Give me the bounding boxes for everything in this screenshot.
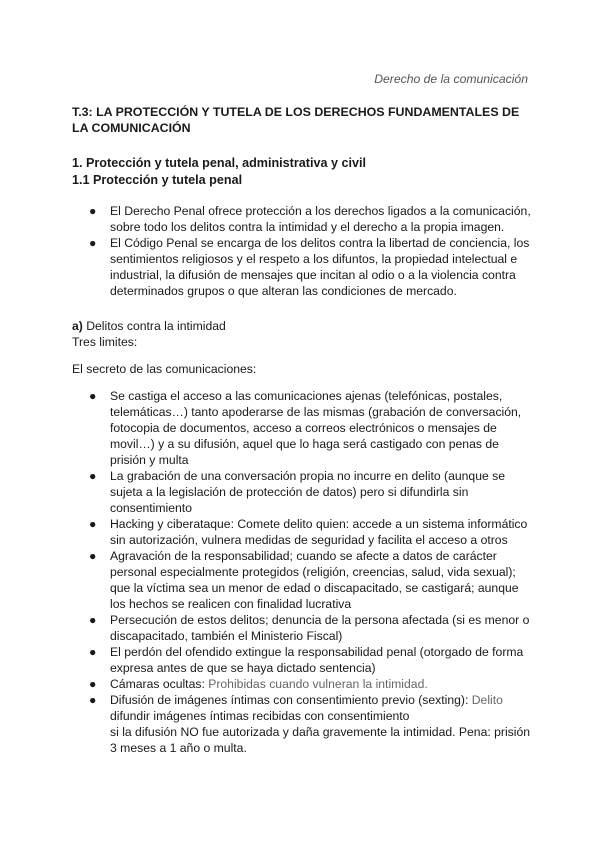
list-item-text: Persecución de estos delitos; denuncia de la persona afectada (si es menor o discapacitado, también el Ministerio Fiscal) [110,613,530,643]
list-item [72,516,532,548]
bullet-icon: ● [89,236,97,250]
sexting-note-1: Delito [471,693,503,707]
secret-heading: El secreto de las comunicaciones: [72,362,257,376]
list-item [72,468,532,516]
bullet-icon: ● [89,645,97,659]
list-item [72,203,532,235]
subsection-title: Delitos contra la intimidad [82,319,226,333]
sexting-line-3: si la difusión NO fue autorizada y daña gravemente la intimidad. Pena: prisión 3 meses a 1 año o multa. [110,725,531,755]
bullet-icon: ● [89,469,97,483]
cameras-label: Cámaras ocultas: [110,677,209,691]
bullet-icon: ● [89,693,97,707]
list-item-text: Hacking y ciberataque: Comete delito quien: accede a un sistema informático sin autorización, vulnera medidas de seguridad y facilita el acceso a otros [110,517,528,547]
intro-bullet-list [72,203,532,299]
section-heading-1-1: 1.1 Protección y tutela penal [72,173,243,187]
list-item-text: Agravación de la responsabilidad; cuando se afecte a datos de carácter personal especialmente protegidos (religión, creencias, salud, vida sexual); que la víctima sea un menor de edad o discapacitado, se castigará; aunque los hechos se realicen con finalidad lucrativa [110,549,519,611]
bullet-icon: ● [89,677,97,691]
bullet-icon: ● [89,517,97,531]
bullet-icon: ● [89,389,97,403]
running-header: Derecho de la comunicación [374,72,528,86]
list-item-text: El Derecho Penal ofrece protección a los derechos ligados a la comunicación, sobre todo los delitos contra la intimidad y el derecho a la propia imagen. [110,204,531,234]
bullet-icon: ● [89,549,97,563]
subsection-a-heading [72,318,226,334]
list-item [72,388,532,468]
list-item [72,612,532,644]
list-item [72,548,532,612]
section-heading-1: 1. Protección y tutela penal, administrativa y civil [72,156,366,170]
list-item-cameras [72,676,532,692]
list-item-sexting [72,692,532,756]
sexting-label: Difusión de imágenes íntimas con consentimiento previo (sexting): [110,693,472,707]
bullet-icon: ● [89,613,97,627]
list-item-text: La grabación de una conversación propia no incurre en delito (aunque se sujeta a la legislación de protección de datos) pero si difundirla sin consentimiento [110,469,506,515]
list-item-text: Se castiga el acceso a las comunicaciones ajenas (telefónicas, postales, telemáticas…) tanto apoderarse de las mismas (grabación de conversación, fotocopia de documentos, acceso a correos electrónicos o mensajes de movil…) y a su difusión, aquel que lo haga será castigado con penas de prisión y multa [110,389,522,467]
list-item-text: El Código Penal se encarga de los delitos contra la libertad de conciencia, los sentimientos religiosos y el respeto a los difuntos, la propiedad intelectual e industrial, la difusión de mensajes que incitan al odio o a la violencia contra determinados grupos o que alteran las condiciones de mercado. [110,236,530,298]
list-item [72,644,532,676]
list-item [72,235,532,299]
bullet-icon: ● [89,204,97,218]
subsection-marker: a) [72,319,83,333]
list-item-text: El perdón del ofendido extingue la responsabilidad penal (otorgado de forma expresa antes de que se haya dictado sentencia) [110,645,524,675]
document-title: T.3: LA PROTECCIÓN Y TUTELA DE LOS DERECHOS FUNDAMENTALES DE LA COMUNICACIÓN [72,105,520,135]
sexting-note-2: difundir imágenes íntimas recibidas con consentimiento [110,709,410,723]
secret-bullet-list [72,388,532,756]
cameras-note: Prohibidas cuando vulneran la intimidad. [208,677,428,691]
subsection-subtitle: Tres limites: [72,335,138,349]
